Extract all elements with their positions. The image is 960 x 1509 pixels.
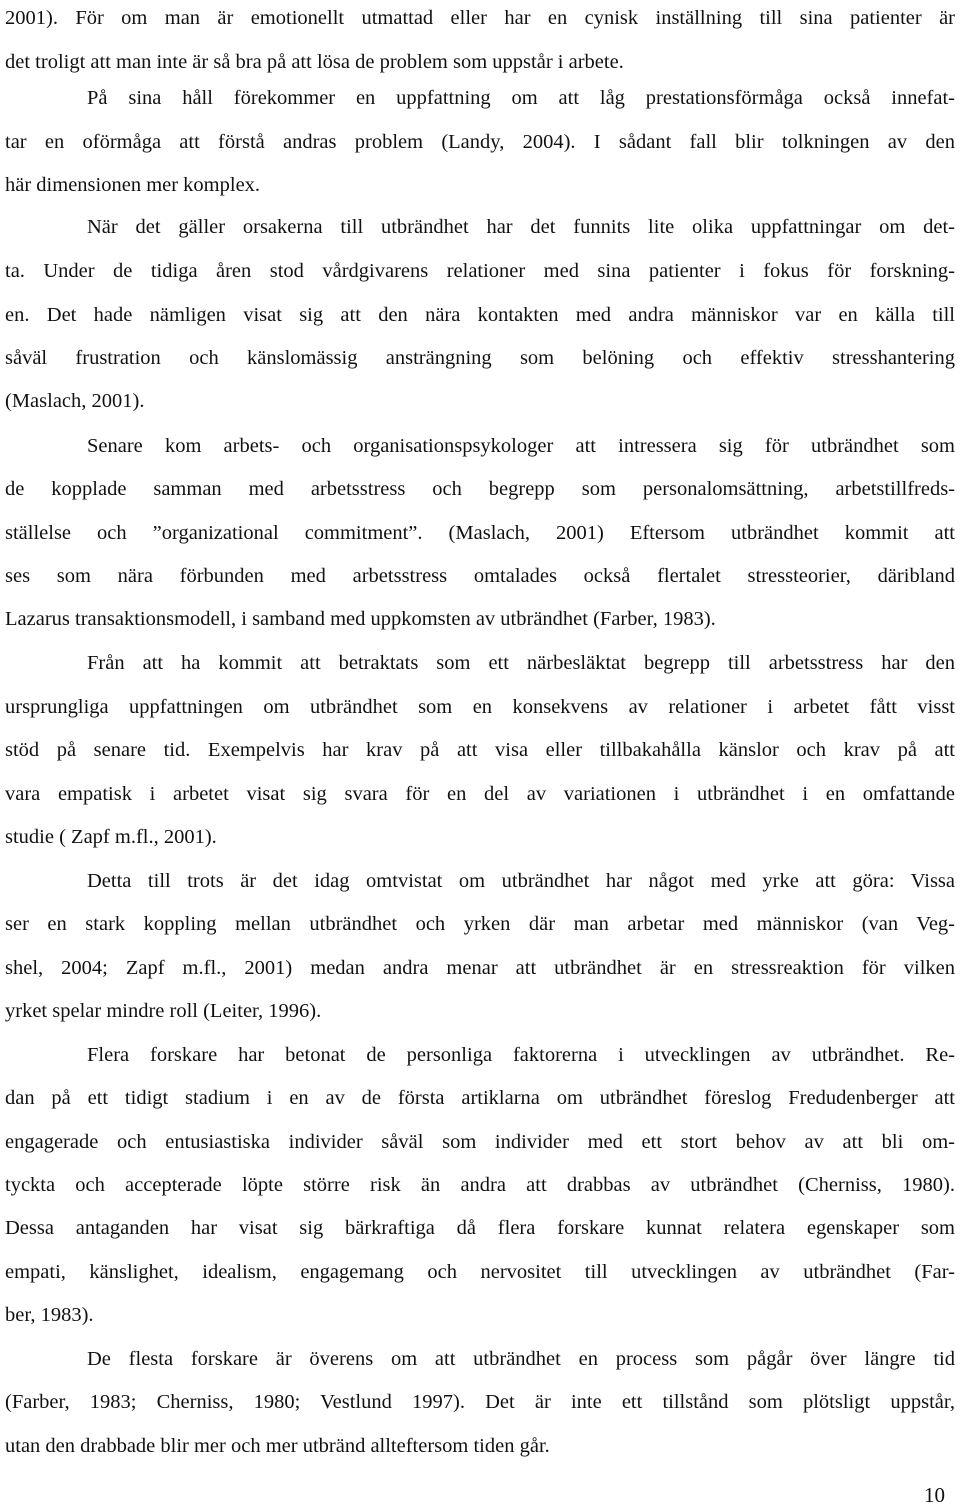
text-line: ta. Under de tidiga åren stod vårdgivarens relationer med sina patienter i fokus för forskning-	[5, 260, 955, 282]
text-line: en. Det hade nämligen visat sig att den nära kontakten med andra människor var en källa till	[5, 304, 955, 326]
text-line: På sina håll förekommer en uppfattning om att låg prestationsförmåga också innefat-	[87, 87, 955, 109]
text-line: Detta till trots är det idag omtvistat om utbrändhet har något med yrke att göra: Vissa	[87, 870, 955, 892]
text-line: dan på ett tidigt stadium i en av de första artiklarna om utbrändhet föreslog Fredudenberger att	[5, 1087, 955, 1109]
text-line: Från att ha kommit att betraktats som ett närbesläktat begrepp till arbetsstress har den	[87, 652, 955, 674]
text-line: empati, känslighet, idealism, engagemang och nervositet till utvecklingen av utbrändhet (Far-	[5, 1261, 955, 1283]
text-line: Flera forskare har betonat de personliga faktorerna i utvecklingen av utbrändhet. Re-	[87, 1044, 955, 1066]
text-line: Lazarus transaktionsmodell, i samband med uppkomsten av utbrändhet (Farber, 1983).	[5, 608, 716, 630]
text-line: tyckta och accepterade löpte större risk än andra att drabbas av utbrändhet (Cherniss, 1980).	[5, 1174, 955, 1196]
text-line: ber, 1983).	[5, 1304, 94, 1326]
text-line: såväl frustration och känslomässig ansträngning som belöning och effektiv stresshantering	[5, 347, 955, 369]
text-line: ställelse och ”organizational commitment”. (Maslach, 2001) Eftersom utbrändhet kommit att	[5, 522, 955, 544]
text-line: stöd på senare tid. Exempelvis har krav på att visa eller tillbakahålla känslor och krav på att	[5, 739, 955, 761]
text-line: shel, 2004; Zapf m.fl., 2001) medan andra menar att utbrändhet är en stressreaktion för vilken	[5, 957, 955, 979]
text-line: ser en stark koppling mellan utbrändhet och yrken där man arbetar med människor (van Veg-	[5, 913, 955, 935]
text-line: Dessa antaganden har visat sig bärkraftiga då flera forskare kunnat relatera egenskaper som	[5, 1217, 955, 1239]
text-line: tar en oförmåga att förstå andras problem (Landy, 2004). I sådant fall blir tolkningen av den	[5, 131, 955, 153]
text-line: vara empatisk i arbetet visat sig svara för en del av variationen i utbrändhet i en omfattande	[5, 783, 955, 805]
text-line: 2001). För om man är emotionellt utmattad eller har en cynisk inställning till sina patienter är	[5, 7, 955, 29]
text-line: engagerade och entusiastiska individer såväl som individer med ett stort behov av att bli om-	[5, 1131, 955, 1153]
text-line: här dimensionen mer komplex.	[5, 174, 261, 196]
text-line: studie ( Zapf m.fl., 2001).	[5, 826, 217, 848]
text-line: (Maslach, 2001).	[5, 390, 145, 412]
text-line: de kopplade samman med arbetsstress och begrepp som personalomsättning, arbetstillfreds-	[5, 478, 955, 500]
text-line: ursprungliga uppfattningen om utbrändhet som en konsekvens av relationer i arbetet fått visst	[5, 696, 955, 718]
text-line: De flesta forskare är överens om att utbrändhet en process som pågår över längre tid	[87, 1348, 955, 1370]
text-line: Senare kom arbets- och organisationspsykologer att intressera sig för utbrändhet som	[87, 435, 955, 457]
text-line: utan den drabbade blir mer och mer utbränd allteftersom tiden går.	[5, 1435, 550, 1457]
text-line: När det gäller orsakerna till utbrändhet har det funnits lite olika uppfattningar om det-	[87, 216, 955, 238]
text-line: ses som nära förbunden med arbetsstress omtalades också flertalet stressteorier, däribland	[5, 565, 955, 587]
text-line: yrket spelar mindre roll (Leiter, 1996).	[5, 1000, 322, 1022]
text-line: det troligt att man inte är så bra på att lösa de problem som uppstår i arbete.	[5, 51, 624, 73]
page-number: 10	[924, 1483, 945, 1507]
text-line: (Farber, 1983; Cherniss, 1980; Vestlund 1997). Det är inte ett tillstånd som plötsligt uppstår,	[5, 1391, 955, 1413]
